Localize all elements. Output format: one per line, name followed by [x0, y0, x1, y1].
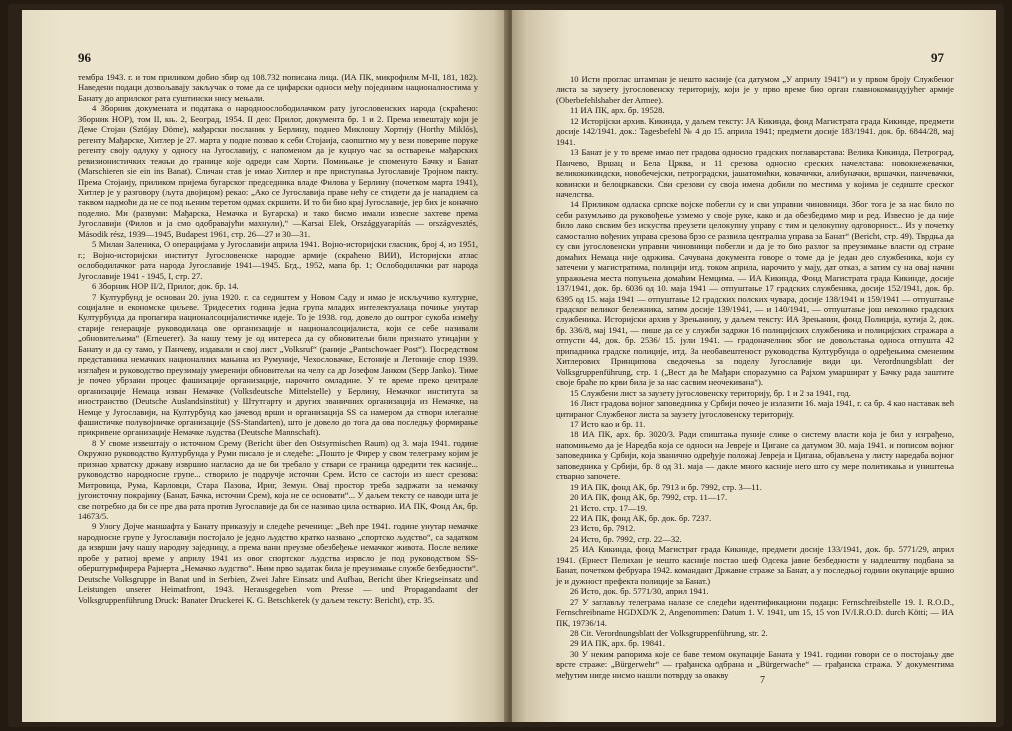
- footnote-paragraph: 23 Исто, бр. 7912.: [570, 523, 636, 534]
- footnote-paragraph: 29 ИА ПК, арх. бр. 19841.: [570, 638, 665, 649]
- footnote-paragraph: 26 Исто, док. бр. 5771/30, април 1941.: [570, 586, 709, 597]
- footnote-paragraph: 21 Исто. стр. 17—19.: [570, 502, 648, 513]
- footnote-paragraph: 28 Cit. Verordnungsblatt der Volksgruppenführung, str. 2.: [570, 628, 768, 639]
- right-page: [512, 10, 996, 722]
- footnote-paragraph: 20 ИА ПК, фонд АК, бр. 7992, стр. 11—17.: [570, 492, 728, 503]
- right-page-text: [556, 74, 954, 680]
- open-book: [8, 4, 1004, 727]
- footnote-paragraph: 13 Банат је у то време имао пет градова односно градских поглаварстава: Велика Кикинда, Петроград, Панчево, Вршац и Бела Црква, и 11 срезова односно среских начелстава: новокнежевачки, великокикиндски, новобечејски, петроградски, јашатомићки, ковачички, алибуначки, вршачки, панчевачки, ковински и белоцркавски. Сви срезови су своја имена добили по местима у којима је седиште среског начелства.: [556, 147, 954, 199]
- footnote-paragraph: 27 У заглављу телеграма налазе се следећи идентификациони подаци: Fernschreibstelle 19. I. R.O.D., Fernschreibname HGDXD/K 2, Angenommen: Datum 1. V. 1941, um 15, 15 von IV/I.R.O.D. durch Kötti; — ИА ПК, 19736/14.: [556, 596, 954, 628]
- footnote-paragraph: 22 ИА ПК, фонд АК, бр. док. бр. 7237.: [570, 513, 712, 524]
- footnote-paragraph: 16 Лист градова војног заповедника у Србији почео је излазити 16. маја 1941, г. са бр. 4 као наставак већ цитираног Службеног листа за заузету југословенску територију.: [556, 398, 954, 419]
- footnote-paragraph: 10 Исти проглас штампан је нешто касније (са датумом „У априлу 1941“) и у првом броју Службеног листа за заузету југословенску територију, који је у прво време био орган главнокомандујућег армије (Oberbefehlshaber der Armee).: [556, 74, 954, 105]
- footnote-paragraph: тембра 1943. г. и том приликом добио збир од 108.732 пописана лица. (ИА ПК, микрофилм М-II, 181, 182). Наведени подаци дозвољавају закључак о томе да се цифарски односи међу појединим националностима у Банату до априлског рата суштински нису мењали.: [78, 72, 478, 103]
- right-page-number: 97: [931, 50, 944, 65]
- left-page-text: [78, 72, 478, 712]
- footnote-paragraph: 14 Приликом одласка српске војске побегли су и сви управни чиновници. Због тога је за нас било по себи разумљиво да руковођење узмемо у своје руке, како и да обезбедимо мир и ред. Извесно је да није било лако свсвим без искуства преузети целокупну управу с тим и целокупну одговорност... Из у почетку самостално вођених управа срезова брзо се развила централна управа за Банат“ (Bericht, стр. 49). Тврдња да су сви југословенски управни чиновници побегли и да је то био разлог за преузимање власти од стране домаћих Немаца није одржива. Сачувана документа говоре о томе да је један део службеника, који су затечени у магистратима, полицији итд. током априла, нарочито у мају, дат отказ, а затим су на овај начин упражњена места попуњена домаћим Немцима. — ИА Кикинда, Фонд Магистрата града Кикинде, досије 137/1941, док. бр. 6036 од 10. маја 1941 — отпуштање 17 градских службеника, досије 152/1941, док. бр. 6395 од 15. маја 1941 — отпуштање 12 градских полских чувара, досије 138/1941 и 159/1941 — отпуштање градског великог бележника, затим досије 139/1941, — и 140/1941, — отпуштање још неколико градских службеника. Историјски архив у Зрењанину, у даљем тексту: ИА Зрењанин, фонд Полиција, кутија 2, док. бр. 336/8, мај 1941, — пише да се у служби задржи 16 полицијских службеника и полицијских стражара а отпусти 44, док. бр. 2536/ 15. јули 1941. — градоначелник због не довољстања односа отпушта 42 припадника градске полиције, итд. За необавештеност руководства Културбунда о одређењима смененим Хитлерових Принципова сведочења за поделу Југославије види ци. Verordnungsblatt der Volksgruppenführung, стр. 1 („Вест да ће Мађари спорazумно са Рајхом умаршират у Бачку рада заштите своје браће по крви била је за нас сасвим неочекивана“).: [556, 199, 954, 388]
- footnote-paragraph: 4 Зборник докумената и података о народноослободилачком рату југословенских народа (скраћено: Зборник НОР), том II, књ. 2, Београд, 1954. II део: Прилог, документа бр. 1 и 2. Према извештају који је Деме Стојан (Sztójay Döme), мађарски посланик у Берлину, поднео Миклошу Хортију (Horthy Miklós), регенту Мађарске, Хитлер је 27. марта у подне позвао к себи Стојаија, саопштио му у вези повериве поруке регенту своју одлуку у односу на Југославију, с напоменом да је куцнуо час за остварење мађарских ревизионистичких тежњи до границе које одреди сам Хорти. Помињање је споменуто Бачку и Банат (Marschieren sie ein ins Banat). Сличан став је имао Хитлер и пре приступања Југославије Тројном пакту. Према Стојаију, приликом пријема бугарског председника владе Филова у Берлину (почетком марта 1941), Хитлер је у разговору (љута двојицом) рекао: „Ако се Југославија праве нећу се стидети да је нападнем са таквом надмоћи да не се под њеним теретом одмах скршити. И то би био крај Југославије, јер бих је коначно поделио. Ми (развуми: Мађарска, Немачка и Бугарска) и тако бисмо имали извесне захтеве према Југославији (Филов и ја смо одобравајући махнули),“ —Karsai Elek, Országgyarapítás — országvesztés, Második rész, 1939—1945, Budapest 1961, стр. 26—27 и 30—31.: [78, 103, 478, 239]
- footnote-paragraph: 8 У своме извештају о источном Срему (Bericht über den Ostsyrmischen Raum) од 3. маја 1941. године Окружно руководство Културбунда у Руми писало је и следеће: „Пошто је Фирер у свом телеграму којим је признао хрватску државу извршио нагласио да не би требало у ствари се граница одредити тек касније... руководство народносне групе... створило је подручје источни Срем. Исто се састоји из шест срезова: Митровица, Рума, Карловци, Стара Пазова, Ириг, Земун. Овај простор треба задржати за немачку југоисточну покрајину (Банат, Бачка, источни Срем), која не се основати“... У даљем тексту се наводи шта је све потребно да би се пре два рата против Југославије да би се називао цила остварио. ИА ПК, Фонд Ак, бр. 14673/5.: [78, 437, 478, 522]
- signature-mark: 7: [760, 675, 765, 686]
- footnote-paragraph: 9 Улогу Дојче маншафта у Банату приказују и следеће реченице: „Већ пре 1941. године унутар немачке народносне групе у Југославији постојало је једно људство кратко названо „спортско људство“, са задатком да изврши јачу нашу народну заједницу, а према вани преузме обезбеђење немачког живота. После велике пробе у ратној време у априлу 1941 из овог спортског људства изрвсло је под руководством SS-оберштурмфирера Рајнерта „Немачко људство“. Њим прво задатак била је преузимање службе безбедности“. Deutsche Volksgruppe in Banat und in Serbien, Zwei Jahre Einsatz und Aufbau, Bericht über Kriegseinsatz und Leistungen unserer Heimatfront, 1943. Herausgegeben vom Presse — und Propagandaamt der Volksgruppenführung Druck: Banater Druckerei K. G. Betschkerek (у даљем тексту: Bericht), стр. 35.: [78, 521, 478, 605]
- footnote-paragraph: 19 ИА ПК, фонд АК, бр. 7913 и бр. 7992, стр. 3—11.: [570, 481, 762, 492]
- footnote-paragraph: 11 ИА ПК, арх. бр. 19528.: [570, 105, 665, 116]
- left-page-number: 96: [78, 50, 91, 65]
- footnote-paragraph: 5 Милан Заленика, О операцијама у Југославији априла 1941. Војно-историјски гласник, број 4, из 1951, г.; Војно-историјски институт Југословенске народне армије (скраћено ВИИ), Историјски атлас ослободилачког рата народа Југославије 1941—1945. Бгд., 1952, мапа бр. 1; Ослободилачки рат народа Југославије 1941 - 1945, I, стр. 27.: [78, 239, 478, 281]
- footnote-paragraph: 17 Исто као и бр. 11.: [570, 418, 646, 429]
- footnote-paragraph: 18 ИА ПК, арх. бр. 3020/3. Ради спиштања пуније слике о систему власти која је бил у изграђено, напомињемо да је Наредба која се односи на Јевреје и Цигане са датумом 30. маја 1941. и пописом војног заповедника у Србији, која званично одређује положај Јевреја и Цигана, објављена у листу наредаба војног заповедника у Србији, бр. 8 од 31. маја — дакле много касније него што су мере политикања и уништења стварно започете.: [556, 429, 954, 482]
- footnote-paragraph: 7 Културбунд је основан 20. јуна 1920. г. са седиштем у Новом Саду и имао је искључиво културне, социјалне и економске циљеве. Тридесетих година једна група младих интелектуалаца почиње унутар Културбунда да пропагира националсоцијалистичке идеје. То је 1938. год. довело до оштрог сукоба између старије генерације руководилаца ове организације и националсоцијалиста, који се себе називали „обновитељима“ (Erneuerer). За нашу тему је од интереса да су обновитељи били признато утицајни у Банату и да су тамо, у Панчеву, издавали и свој лист „Volksruf“ (раније „Pantschowaer Post“). Посредством представника немачких националних мањина из Румуније, Чехословачке, Естоније и Летоније спор 1939. изглађен и руководство преузимају умеренији обновитељи на челу са др Јозефом Јанком (Sepp Janko). Тиме је почео убрзани процес фашизације организације, нарочито омладине. У те време преко централе организације Немаца изван Немачке (Volksdeutsche Mittelstelle) у Берлину, Немачког института за иностранство (Deutsche Auslandsinstitut) у Штутгарту и других званичних организација из Немачке, на Немце у Југославији, на Културбунд као јачевод врши и организација SS са намером да створи илегалне фашистичке полувојничке организације (SS-Standarten), што је довело до тога да ова последњу формирање прикривене организације Немачке људства (Deutsche Mannschaft).: [78, 291, 478, 438]
- footnote-paragraph: 24 Исто, бр. 7992, стр. 22—32.: [570, 533, 682, 544]
- footnote-paragraph: 15 Службени лист за заузету југословенску територију, бр. 1 и 2 за 1941, год.: [570, 387, 851, 398]
- left-page: [22, 10, 508, 722]
- footnote-paragraph: 25 ИА Кикинда, фонд Магистрат града Кикинде, предмети досије 133/1941, док. бр. 5771/29, април 1941. (Ернест Пелихан је нешто касније постао шеф Одсека јавне безбедности у надлештву подбана за Банат, почетком фебруара 1942. командант Државне страже за Банат, а у последњој години окупације вршио је и дужност префекта полиције за Банат.): [556, 544, 954, 586]
- footnote-paragraph: 30 У неким рапорима које се бавe темом окупације Баната у 1941. години говори се о постојању две врсте страже: „Bürgerwehr“ — грађанска одбрана и „Bürgerwache“ — грађанска стража. У документима међутим нигде нисмо нашли потврду за овакву: [556, 648, 954, 680]
- footnote-paragraph: 6 Зборник НОР II/2, Прилог, док. бр. 14.: [92, 281, 239, 292]
- footnote-paragraph: 12 Исторijски архив. Кикинда, у даљем тексту: ЈА Кикинда, фонд Магистрата града Кикинде, предмети досије 142/1941. док.: Tagesbefehl № 4 до 15. априла 1941; предмети досије 183/1941. док. бр. 6844/28, мај 1941.: [556, 115, 954, 147]
